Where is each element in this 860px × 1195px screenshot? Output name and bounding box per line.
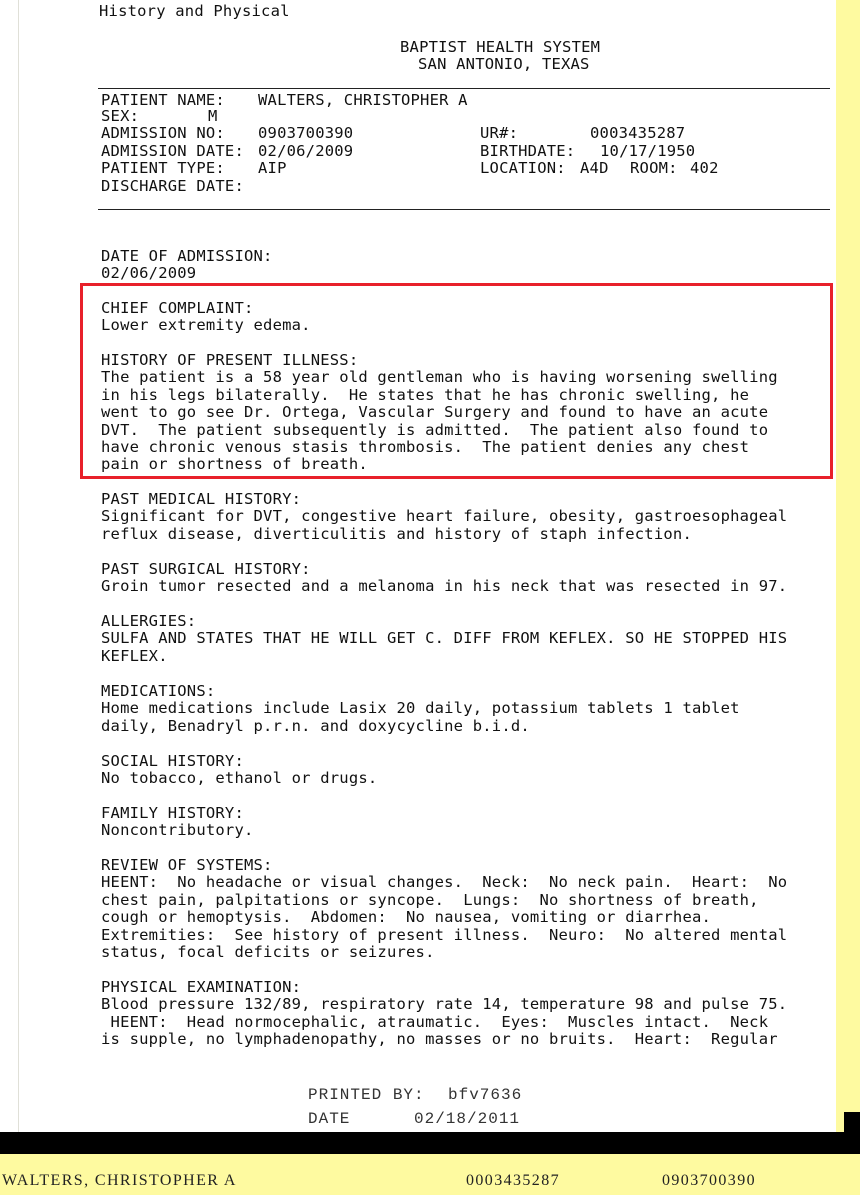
section-line: Noncontributory. <box>101 821 254 840</box>
section-heading: DATE OF ADMISSION: <box>101 247 273 265</box>
section-line: No tobacco, ethanol or drugs. <box>101 769 378 788</box>
section-line: went to go see Dr. Ortega, Vascular Surgery and found to have an acute <box>101 403 769 422</box>
section-heading: MEDICATIONS: <box>101 682 216 700</box>
section-line: pain or shortness of breath. <box>101 455 368 474</box>
room-label: ROOM: <box>630 159 678 177</box>
section-line: daily, Benadryl p.r.n. and doxycycline b.i.d. <box>101 716 530 735</box>
section-heading: PAST MEDICAL HISTORY: <box>101 490 302 508</box>
section-line: HEENT: Head normocephalic, atraumatic. Eyes: Muscles intact. Neck <box>101 1012 769 1031</box>
system-location: SAN ANTONIO, TEXAS <box>418 55 590 73</box>
section-line: have chronic venous stasis thrombosis. The patient denies any chest <box>101 438 750 456</box>
section-line: Significant for DVT, congestive heart failure, obesity, gastroesophageal <box>101 507 788 526</box>
admission-no-label: ADMISSION NO: <box>101 124 225 142</box>
section-line: Extremities: See history of present illness. Neuro: No altered mental <box>101 925 788 944</box>
form-title: History and Physical <box>99 2 290 20</box>
footer-admission-number: 0903700390 <box>662 1172 756 1189</box>
printed-by-value: bfv7636 <box>448 1086 523 1104</box>
yellow-margin-right <box>836 0 860 1132</box>
patient-type-value: AIP <box>258 159 287 177</box>
sex-value: M <box>208 107 218 125</box>
section-line: reflux disease, diverticulitis and history of staph infection. <box>101 524 692 543</box>
section-line: cough or hemoptysis. Abdomen: No nausea, vomiting or diarrhea. <box>101 908 712 927</box>
section-line: in his legs bilaterally. He states that he has chronic swelling, he <box>101 385 750 404</box>
section-line: HEENT: No headache or visual changes. Neck: No neck pain. Heart: No <box>101 873 788 892</box>
birthdate-value: 10/17/1950 <box>600 142 696 160</box>
admission-no-value: 0903700390 <box>258 124 354 142</box>
ur-value: 0003435287 <box>590 124 686 142</box>
admission-date-label: ADMISSION DATE: <box>101 142 244 160</box>
section-heading: HISTORY OF PRESENT ILLNESS: <box>101 351 359 369</box>
footer-patient-name: WALTERS, CHRISTOPHER A <box>2 1172 237 1189</box>
system-name: BAPTIST HEALTH SYSTEM <box>400 38 601 56</box>
section-line: KEFLEX. <box>101 646 168 665</box>
patient-name-value: WALTERS, CHRISTOPHER A <box>258 91 468 109</box>
room-value: 402 <box>690 159 719 177</box>
print-date-label: DATE <box>308 1110 351 1128</box>
section-line: Groin tumor resected and a melanoma in his neck that was resected in 97. <box>101 577 788 596</box>
print-date-value: 02/18/2011 <box>414 1110 521 1128</box>
section-line: chest pain, palpitations or syncope. Lungs: No shortness of breath, <box>101 890 759 909</box>
section-line: DVT. The patient subsequently is admitted. The patient also found to <box>101 420 769 439</box>
black-band <box>0 1132 860 1154</box>
section-heading: CHIEF COMPLAINT: <box>101 299 254 317</box>
patient-name-label: PATIENT NAME: <box>101 91 225 109</box>
section-line: Home medications include Lasix 20 daily, potassium tablets 1 tablet <box>101 699 740 718</box>
printed-by-label: PRINTED BY: <box>308 1086 425 1104</box>
highlight-box <box>80 283 833 479</box>
section-heading: REVIEW OF SYSTEMS: <box>101 856 273 874</box>
section-heading: PHYSICAL EXAMINATION: <box>101 978 302 996</box>
header-rule-top <box>98 88 830 89</box>
header-rule-bottom <box>98 209 830 210</box>
section-line: is supple, no lymphadenopathy, no masses or no bruits. Heart: Regular <box>101 1030 778 1049</box>
patient-type-label: PATIENT TYPE: <box>101 159 225 177</box>
admission-date-value: 02/06/2009 <box>258 142 354 160</box>
section-heading: ALLERGIES: <box>101 612 197 630</box>
sex-label: SEX: <box>101 107 140 125</box>
section-heading: PAST SURGICAL HISTORY: <box>101 560 311 578</box>
discharge-date-label: DISCHARGE DATE: <box>101 177 244 195</box>
ur-label: UR#: <box>480 124 519 142</box>
section-line: Lower extremity edema. <box>101 316 311 335</box>
birthdate-label: BIRTHDATE: <box>480 142 576 160</box>
location-value: A4D <box>580 159 609 177</box>
section-line: Blood pressure 132/89, respiratory rate 14, temperature 98 and pulse 75. <box>101 995 788 1014</box>
section-line: SULFA AND STATES THAT HE WILL GET C. DIFF FROM KEFLEX. SO HE STOPPED HIS <box>101 629 788 648</box>
section-line: status, focal deficits or seizures. <box>101 943 435 961</box>
section-heading: FAMILY HISTORY: <box>101 804 244 822</box>
section-heading: SOCIAL HISTORY: <box>101 752 244 770</box>
footer-ur-number: 0003435287 <box>466 1172 560 1189</box>
location-label: LOCATION: <box>480 159 566 177</box>
section-line: The patient is a 58 year old gentleman who is having worsening swelling <box>101 368 778 387</box>
section-line: 02/06/2009 <box>101 264 197 283</box>
footer-strip <box>0 1170 860 1194</box>
